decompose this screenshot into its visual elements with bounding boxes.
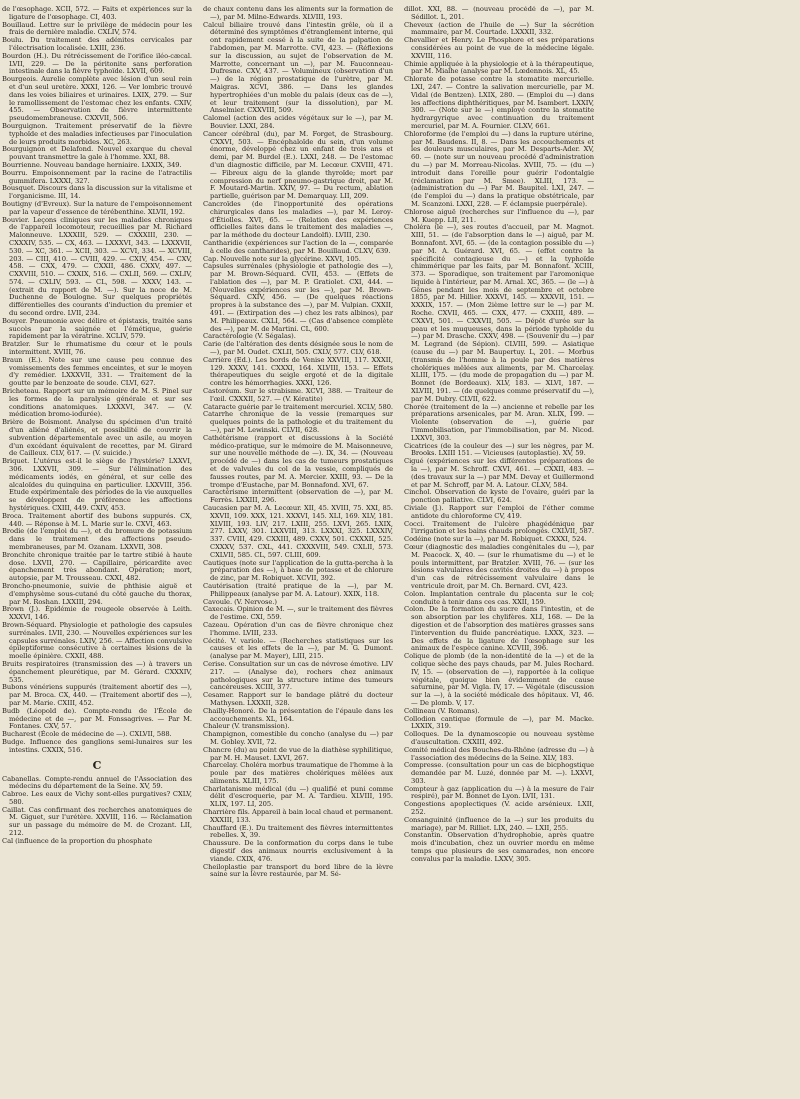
index-entry: Colique de plomb (de la non-identité de la —) et de la colique sèche des pays chauds, par M. Jules Rochard. IV, 15. — (observation de —), rapportée à la colique végétale, quoique bien évidemment de cause saturnine, par M. Vigla. IV, 17. — Végétale (discussion sur la —), à la société médicale des hôpitaux. VI, 46. — De plomb. V, 17. bbox=[404, 652, 594, 707]
index-entry: Chorée (traitement de la —) ancienne et rebelle par les préparations arsenicales, par M. Aran. XLIX, 199. — Violente (observation de —), guérie par l'immobilisation, par l'immobilisation, par M. Nicod. LXXVI, 303. bbox=[404, 402, 594, 442]
index-entry: Charrière fils. Appareil à bain local chaud et permanent. XXXIII, 133. bbox=[203, 808, 393, 824]
index-entry: Bratzler. Sur le rhumatisme du cœur et le pouls intermittent. XVIII, 76. bbox=[2, 340, 192, 357]
index-entry: Cal (influence de la proportion du phosphate bbox=[2, 836, 153, 845]
index-entry: Cavoule. (V. Nervose.) bbox=[203, 597, 277, 606]
index-entry: Compresse. (consultation pour un cas de bicphogstique demandée par M. Luzé, donnée par M. —). LXXVI, 303. bbox=[404, 761, 594, 785]
index-entry: Carrière (Ed.). Les bords de Venise XXVIII, 117. XXXII, 129. XXXV, 141. CXXXI, 164. XLVIII, 153. — Effets thérapeutiques du seigle ergoté et de la digitale contre les hémorrhagies. XXXI, 126. bbox=[203, 355, 393, 388]
index-entry: Congestions apoplectiques (V. acide arsénieux. LXII, 252. bbox=[404, 800, 594, 817]
index-entry: Cocci. Traitement de l'ulcère phagédénique par l'irrigation et les bains chauds prolongés. CXLVII, 587. bbox=[404, 519, 594, 536]
index-entry: Chlorose aiguë (recherches sur l'influence du —), par M. Kuepp. LII, 211. bbox=[404, 207, 594, 224]
index-entry: Budb (Léopold de). Compte-rendu de l'École de médecine et de —, par M. Fonssagrives. — Par M. Fontanes. CXV, 57. bbox=[2, 706, 192, 731]
index-entry: Bourguignon et Delafond. Nouvel exarque du cheval pouvant transmettre la gale à l'homme. XXI, 88. bbox=[2, 145, 192, 162]
index-entry: Budge. Influence des ganglions semi-lunaires sur les intestins. CXXIX, 516. bbox=[2, 737, 192, 754]
index-entry: Bricheteau. Rapport sur un mémoire de M. S. Pinel sur les formes de la paralysie générale et sur ses conditions anatomiques. LXXXVI, 347. — (V. médication bromo-iodurée). bbox=[2, 387, 192, 419]
index-entry: Choléra (le —), ses routes d'accueil, par M. Magnot. XIII, 51. — (de l'absorption dans le —) aiguë, par M. Bonnafont. XVI, 65. — (de la contagion possible du —) par M. A. Guérard. XVI, 65. — (effet contre la spécificité contagieuse du —) et la typhoïde chimmérique par les faits, par M. Bonnafont. XCIII, 373. — Sporadique, son traitement par l'aromonique liquide à l'intérieur, par M. Arnal. XC, 365. — (le —) à Gênes pendant les mois de septembre et octobre 1855, par M. Hillier. XXXVI, 145. — XXXVII, 151. — XXXIX, 157. — (Mon 2ième lettre sur le —) par M. Roche. CXVII, 465. — CXX, 477. — CXXIII, 489. — CXXVI, 501. — CXXVII, 505. — Dépôt d'urée sur la peau et les muqueuses, dans la période typhoïde du —) par M. Drasche. CXXV, 498. — (Souvenir du —) par M. Legrand (de Sépion). CLVIII, 599. — Asiatique (cause du —) par M. Baupertuy. L, 201. — Morbus (transmis de l'homme à la poule par des matières cholériques mêlées aux aliments, par M. Charcelay. XLIII, 175. — (du mode de propagation du —) par M. Bonnet (de Bordeaux). XLV, 183. — XLVI, 187. — XLVIII, 191. — (de quelques comme préservatif du —), par M. Dubry. CLVII, 622. bbox=[404, 223, 594, 403]
index-entry: Chloroforme (de l'emploi du —) dans la rupture utérine, par M. Baudens. II, 8. — Dans les accouchements et les douleurs musculaires, par M. Desparts-Ader. XV, 60. — (note sur un nouveau procédé d'administration du —) par M. Morreau-Nicolas. XVIII, 75. — (du —) introduit dans l'oreille pour guérir l'odontalgie (réclamation par M. Smee). XLIII, 173. — (administration du —) Par M. Baupitel. LXI, 247. — (de l'emploi du —) dans la pratique obstétricale, par M. Scanzoni. LXXI, 228. — F. éclampsie puerpérale). bbox=[404, 129, 594, 208]
index-entry: Boutigny (d'Evreux). Sur la nature de l'empoisonnement par la vapeur d'essence de térébenthine. XLVII, 192. bbox=[2, 199, 192, 216]
index-entry: Carie (de l'altération des dents désignée sous le nom de —), par M. Oudet. CXLII, 505. CXLV, 577. CLV, 618. bbox=[203, 340, 393, 357]
index-entry: Civiale (J.). Rapport sur l'emploi de l'éther comme antidote du chloroforme CV, 419. bbox=[404, 504, 594, 520]
index-entry: Bucharest (École de médecine de —). CXLVII, 588. bbox=[2, 730, 172, 739]
index-entry: Caxecais. Opinion de M. —, sur le traitement des fièvres de l'estime. CXI, 559. bbox=[203, 605, 393, 622]
index-entry: Bronchite chronique traitée par le tartre stibié à haute dose. LXVII, 270. — Capillaire, péricardite avec épanchement très abondant. Opération; mort, autopsie, par M. Trousseau. CXXI, 482. bbox=[2, 550, 192, 583]
index-entry: Bourrienne. Nouveau bandage herniaire. LXXIX, 349. bbox=[2, 160, 182, 169]
section-letter: C bbox=[92, 758, 102, 772]
index-entry: Chlorate de potasse contre la stomatite mercurielle. LXI, 247. — Contre la salivation mercurielle, par M. Vidal (de Bentzen). LXIX, 280. — (Emploi du —) dans les affections diphthéritiques, par M. Isambert. LXXIV, 300. — (Note sur le —) employé contre la stomatite hydrargyrique avec continuation du traitement mercuriel, par M. A. Fournier. CLXV, 661. bbox=[404, 75, 594, 130]
index-entry: Capsules surrénales (physiologie et pathologie des —), par M. Brown-Séquard. CVII, 453. — (Effets de l'ablation des —), par M. P. Gratiolet. CXI, 444. — (Nouvelles expériences sur les —), par M. Brown-Séquard. CXIV, 456. — (De quelques réactions propres à la substance des —), par M. Vulpian. CXXII, 491. — (Extirpation des —) chez les rats albinos), par M. Philipeaux. CXLI, 564. — (Cas d'absence complète des —), par M. de Martini. CL, 600. bbox=[203, 262, 393, 333]
index-entry: Champignon, comestible du concho (analyse du —) par M. Gobley. XVII, 72. bbox=[203, 730, 393, 746]
index-column-4 bbox=[604, 6, 796, 1094]
index-entry: Codéine (note sur la —), par M. Robiquet. CXXXI, 524. bbox=[404, 535, 587, 544]
index-entry: Consanguinité (influence de la —) sur les produits du mariage), par M. Rilliet. LIX, 240. — LXII, 255. bbox=[404, 815, 594, 832]
index-entry: Cigué (expériences sur les différentes préparations de la —), par M. Schroff. CXVI, 461. — CXXII, 483. — (des travaux sur la —) par MM. Devay et Guillermond et par M. Schroff, par M. A. Latour. CLXV, 584. bbox=[404, 457, 594, 489]
index-entry: Cerise. Consultation sur un cas de névrose émotive. LIV 217. — (Analyse de), rochers chez animaux pathologiques sur la structure intime des tumeurs cancéreuses. XCIII, 377. bbox=[203, 659, 393, 692]
index-entry: Bubons vénériens suppurés (traitement abortif des —), par M. Broca. CX, 440. — (Traitement abortif des —), par M. Marie. CXIII, 452. bbox=[2, 683, 192, 707]
index-entry: Bouillaud. Lettre sur le privilège de médecin pour les frais de dernière maladie. CXLIV, 574. bbox=[2, 20, 192, 37]
index-entry: Broncho-pneumonie, suivie de phthisie aiguë et d'emphysème sous-cutané du côté gauche du thorax, par M. Roshan. LXXIII, 294. bbox=[2, 581, 192, 606]
index-entry: Boulu. Du traitement des adénites cervicales par l'électrisation localisée. LXIII, 236. bbox=[2, 36, 192, 52]
index-entry: Cautiques (note sur l'application de la gutta-percha à la préparation des —), à base de potasse et de chlorure de zinc, par M. Robiquet. XCVII, 392. bbox=[203, 558, 393, 583]
index-entry: Cheiloplastie par transport du bord libre de la lèvre saine sur la lèvre restaurée, par M. Sé- bbox=[203, 862, 393, 879]
index-entry: Catarrhe chronique de la vessie (remarques sur quelques points de la pathologie et du traitement du —), par M. Lewinski. CLVII, 628. bbox=[203, 410, 393, 435]
index-entry: Colon. De la formation du sucre dans l'intestin, et de son absorption par les chylifères. XLI, 168. — De la digestion et de l'absorption des matières grasses sans l'intervention du fluide pancréatique. LXXX, 323. — Des effets de la ligature de l'œsophage sur les animaux de l'espèce canine. XCVIII, 396. bbox=[404, 605, 594, 653]
index-entry: Cicatrices (de la couleur des —) sur les nègres, par M. Brooks. LXIII 151. — Vicieuses (autoplastie). XV, 59. bbox=[404, 441, 594, 458]
index-entry: Calomel (action des acides végétaux sur le —), par M. Bouvier. LXXI, 284. bbox=[203, 114, 393, 130]
index-entry: Cautérisation (traité pratique de la —), par M. Philippeaux (analyse par M. A. Latour). XXIX, 118. bbox=[203, 581, 393, 598]
index-entry: Bourdon (H.). Du rétrécissement de l'orifice iléo-cæcal. LVII, 229. — De la péritonite sans perforation intestinale dans la fièvre typhoïde. LXVII, 609. bbox=[2, 51, 192, 76]
index-entry: Cabroe. Les eaux de Vichy sont-elles purgatives? CXLV, 580. bbox=[2, 790, 192, 806]
index-entry: de l'œsophage. XCII, 572. — Faits et expériences sur la ligature de l'œsophage. CI, 403. bbox=[2, 6, 192, 21]
index-entry: Compteur à gaz (application du —) à la mesure de l'air respiré), par M. Bonnet de Lyon. LVII, 131. bbox=[404, 784, 594, 801]
index-column-3 bbox=[404, 6, 594, 1094]
index-entry: Collineau (V. Romans). bbox=[404, 706, 480, 715]
index-entry: Braun (E.). Note sur une cause peu connue des vomissements des femmes enceintes, et sur le moyen d'y remédier. LXXXVII, 331. — Traitement de la goutte par le benzoate de soude. CLVI, 627. bbox=[2, 355, 192, 388]
index-entry: Charcelay. Choléra morbus traumatique de l'homme à la poule par des matières cholériques mêlées aux aliments. XLIII, 175. bbox=[203, 761, 393, 785]
index-entry: Chimie appliquée à la physiologie et à la thérapeutique, par M. Mialhe (analyse par M. Lœdennois. XL, 45. bbox=[404, 59, 594, 76]
index-entry: dillot. XXI, 88. — (nouveau procédé de —), par M. Sédillot. L, 201. bbox=[404, 6, 594, 21]
index-entry: de chaux contenu dans les aliments sur la formation de —), par M. Milne-Edwards. XLVIII, 193. bbox=[203, 6, 393, 21]
index-entry: Collodion cantique (formule de —), par M. Macke. LXXIX, 319. bbox=[404, 714, 594, 731]
index-entry: Castoréum. Sur le strabisme. XCVI, 388. — Traiteur de l'œil. CXXXII, 527. — (V. Kératite) bbox=[203, 387, 393, 403]
index-entry: Charlatanisme médical (du —) qualifié et puni comme délit d'escroquerie, par M. A. Tardieu. XLVIII, 195. XLIX, 197. LI, 205. bbox=[203, 784, 393, 809]
index-entry: Caractérisme intermittent (observation de —), par M. Ferrès. LXXIII, 296. bbox=[203, 488, 393, 505]
index-entry: Chauffard (E.). Du traitement des fièvres intermittentes rebelles. X, 39. bbox=[203, 823, 393, 840]
index-entry: Chancre (du) au point de vue de la diathèse syphilitique, par M. H. Mauset. LXVI, 267. bbox=[203, 745, 393, 762]
index-entry: Caillat. Cas confirmant des recherches anatomiques de M. Giguet, sur l'urétère. XXVIII, 116. — Réclamation sur un passage du mémoire de M. de Crozant. LII, 212. bbox=[2, 805, 192, 838]
index-entry: Cabanellas. Compte-rendu annuel de l'Association des médecins du département de la Seine. XV, 59. bbox=[2, 774, 192, 791]
index-entry: Cœur (diagnostic des maladies congénitales du —), par M. Peacock. X, 40. — (sur le rhumatisme du —) et le pouls intermittent, par Bratzler. XVIII, 76. — (sur les lésions valvulaires des cavités droites du —) à propos d'un cas de rétrécissement valvulaire dans le ventricule droit, par M. Ch. Bernard. CVI, 423. bbox=[404, 542, 594, 590]
index-entry: Bouvier. Leçons cliniques sur les maladies chroniques de l'appareil locomoteur, recueillies par M. Richard Malonneuve. LXXXIII, 529. — CXXXIII, 230. — CXXXIV, 535. — CX, 463. — LXXXVI, 343. — LXXXVII, 530. — XC, 361. — XCII, 303. — XCVI, 334. — XCVIII, 203. — CIII, 410. — CVIII, 429. — CXIV, 454. — CXV, 458. — CXX, 479. — CXXII, 486. CXXV, 497. — CXXVIII, 510. — CXXIX, 516. — CXLII, 569. — CXLIV, 574. — CXLIV, 593. — CL, 598. — XXXV, 143. — (extrait du rapport de M. —). Sur la noce de M. Duchenne de Boulogne. Sur quelques propriétés différentielles des courants d'induction du premier et du second ordre. LVII, 234. bbox=[2, 215, 192, 318]
index-entry: Cinchol. Observation de kyste de l'ovaire, guéri par la ponction palliative. CLVI, 624. bbox=[404, 488, 594, 505]
index-entry: Calcul biliaire trouvé dans l'intestin grêle, où il a déterminé des symptômes d'étranglement interne, qui ont rapidement cessé à la suite de la palpation de l'abdomen, par M. Marrotte. CVI, 423. — (Réflexions sur la discussion, au sujet de l'observation de M. Marrotte, concernant un —), par M. Fauconneau-Dufresne. CXV, 437. — Volumineux (observation d'un —) de la région prostatique de l'urètre, par M. Maigras. XCVI, 386. — Dans les glandes hypertrophiées d'un moble du palais (deux cas de —), et leur traitement (sur la dissolution), par M. Anselmier. CXXVIII, 509. bbox=[203, 20, 393, 115]
index-entry: Caractérologie (V. Ségalas). bbox=[203, 332, 296, 341]
index-entry: Cheveux (action de l'huile de —) Sur la sécrétion mammaire, par M. Courtade. LXXXII, 332. bbox=[404, 20, 594, 37]
index-column-2 bbox=[203, 6, 393, 1094]
index-entry: Briquet. L'utérus est-il le siège de l'hystérie? LXXVI, 306. LXXVII, 309. — Sur l'élimination des médicaments iodés, en général, et sur celle des alcaloïdes du quinquina en particulier. LXXVIII, 356. Etude expérimentale des périodes de la vie auxquelles se développent de préférence les affections hystériques. CXIII, 449. CXIV, 453. bbox=[2, 457, 192, 512]
index-column-1 bbox=[2, 6, 192, 1094]
index-entry: Chaussure. De la conformation du corps dans le tube digestif des animaux nourris exclusivement à la viande. CXIX, 476. bbox=[203, 839, 393, 863]
index-entry: Chailly-Honoré. De la présentation de l'épaule dans les accouchements. XL, 164. bbox=[203, 706, 393, 723]
index-entry: Bourgeois. Aurelie complète avec lésion d'un seul rein et d'un seul uretère. XXXI, 126. — Ver lombric trouvé dans les voies biliaires et urinaires. LXIX, 279. — Sur le ramollissement de l'estomac chez les enfants. CXIV, 455. — Observation de fièvre intermittente pseudomembraneuse. CXXVII, 506. bbox=[2, 75, 192, 123]
index-entry: Cazeau. Opération d'un cas de fièvre chronique chez l'homme. LVIII, 233. bbox=[203, 620, 393, 637]
index-entry: Bouyer. Pneumonie avec délire et épistaxis, traitée sans succès par la saignée et l'émétique, guérie rapidement par la vératrine. XCLIV, 579. bbox=[2, 316, 192, 341]
index-entry: Colloques. De la dynamoscopie ou nouveau système d'auscultation. CXXIII, 492. bbox=[404, 730, 594, 746]
index-entry: Bruits respiratoires (transmission des —) à travers un épanchement pleurétique, par M. Gérard. CXXXIV, 535. bbox=[2, 659, 192, 684]
index-entry: Cécité. V. variole. — (Recherches statistiques sur les causes et les effets de la —), par M. G. Dumont. (analyse par M. Mayer), LIII, 215. bbox=[203, 636, 393, 661]
index-entry: Cataracte guérie par le traitement mercuriel. XCLV, 580. bbox=[203, 402, 393, 411]
index-entry: Bousquet. Discours dans la discussion sur la vitalisme et l'organicisme. III, 14. bbox=[2, 184, 192, 201]
index-entry: Cancer cérébral (du), par M. Forget, de Strasbourg. CXXVI, 503. — Encéphaloïde du sein, d'un volume énorme, développé chez un enfant de trois ans et demi, par M. Burdel (E.). LXXI, 248. — De l'estomac d'un diagnostic difficile, par M. Lecœur. CXVIII, 471. — Fibreux aigu de la glande thyroïde; mort par compression du nerf pneumo-gastrique droit, par M. F. Moutard-Martin. XXIV, 97. — Du rectum, ablation partielle, guérison par M. Demarquay. LII, 209. bbox=[203, 129, 393, 201]
index-entry: Cesamer. Rapport sur le bandage plâtré du docteur Mathysen. LXXXII, 328. bbox=[203, 691, 393, 707]
index-entry: Broca. Traitement abortif des bubons suppurés. CX, 440. — Réponse à M. L. Marie sur le. CXVI, 463. bbox=[2, 511, 192, 528]
index-entry: Cancroïdes (de l'inopportunité des opérations chirurgicales dans les maladies —), par M. Leroy-d'Étiolles. XVI, 65. — (Relation des expériences officielles faites dans le traitement des maladies —, par la méthode du docteur Landolfi). LVIII, 230. bbox=[203, 199, 393, 240]
index-entry: Brière de Boismont. Analyse du spécimen d'un traité d'un aliéné d'aliénés, et possibilité de couvrir la subvention départementale avec un asile, au moyen d'un excédant équivalent de recettes, par M. Girard de Cailleux. CLV, 617. — (V. suicide.) bbox=[2, 418, 192, 458]
index-entry: Bourguignon. Traitement préservatif de la fièvre typhoïde et des maladies infectieuses par l'inoculation de leurs produits morbides. XC, 263. bbox=[2, 121, 192, 146]
index-entry: Chaleur (V. transmission). bbox=[203, 722, 290, 731]
index-entry: Caucasien par M. A. Lecœur. XII, 45. XVIII, 75. XXI, 85. XXVII, 109. XXX, 121. XXXVI, 145. XLI, 169. XLV, 181. XLVIII, 193. LIV, 217. LXIII, 255. LXVI, 265. LXIX, 277. LXXV, 301. LXXVIII, 313. LXXXI, 325. LXXXIV, 337. CVIII, 429. CXXIII, 489. CXXV, 501. CXXXII, 525. CXXXV, 537. CXL, 441. CXXXVIII, 549. CXLII, 573. CXLVII, 585. CL, 597. CLIII, 609. bbox=[203, 504, 393, 559]
index-entry: Chevallier et Henry. Le Phosphore et ses préparations considérées au point de vue de la médecine légale. XXVIII, 116. bbox=[404, 36, 594, 60]
index-entry: Cathétérisme (rapport et discussions à la Société médico-pratique, sur le mémoire de M. Maisonneuve, sur une nouvelle méthode de —). IX, 34. — (Nouveau procédé de —) dans les cas de tumeurs prostatiques et de valvules du col de la vessie, compliqués de fausses routes, par M. A. Mercier. XXIII, 93. — De la trompe d'Eustache, par M. Bonnafond. XVI, 67. bbox=[203, 433, 393, 489]
index-entry: Cap. Nouvelle note sur la glycérine. XXVI, 105. bbox=[203, 254, 361, 263]
index-entry: Brodie (de l'emploi du —), et du bromure de potassium dans le traitement des affections pseudo-membraneuses, par M. Ozanam. LXXVII, 308. bbox=[2, 527, 192, 551]
index-entry: Bourru. Empoisonnement par la racine de l'atractilis gummifera. LXXXI, 327. bbox=[2, 168, 192, 185]
index-entry: Brown-Séquard. Physiologie et pathologie des capsules surrénales. LVII, 230. — Nouvelles expériences sur les capsules surrénales. LXIV, 256. — Affection convulsive épileptiforme consécutive à certaines lésions de la moelle épinière. CXXII, 488. bbox=[2, 620, 192, 661]
index-entry: Brown (J.). Épidémie de rougeole observée à Leith. XXXVI, 146. bbox=[2, 605, 192, 622]
index-entry: Cantharidie (expériences sur l'action de la —, comparée à celle des cantharides), par M. Bouillaud. CLXV, 639. bbox=[203, 238, 393, 255]
index-entry: Colon. Implantation centrale du placenta sur le col; conduite à tenir dans ces cas. XXII, 159. bbox=[404, 589, 594, 606]
index-entry: Constantin. Observation d'hydrophobie, après quatre mois d'incubation, chez un ouvrier mordu en même temps que plusieurs de ses camarades, non encore convalus par la maladie. LXXV, 305. bbox=[404, 831, 594, 863]
index-entry: Comité médical des Bouches-du-Rhône (adresse du —) à l'association des médecins de la Seine. XLV, 183. bbox=[404, 745, 594, 762]
